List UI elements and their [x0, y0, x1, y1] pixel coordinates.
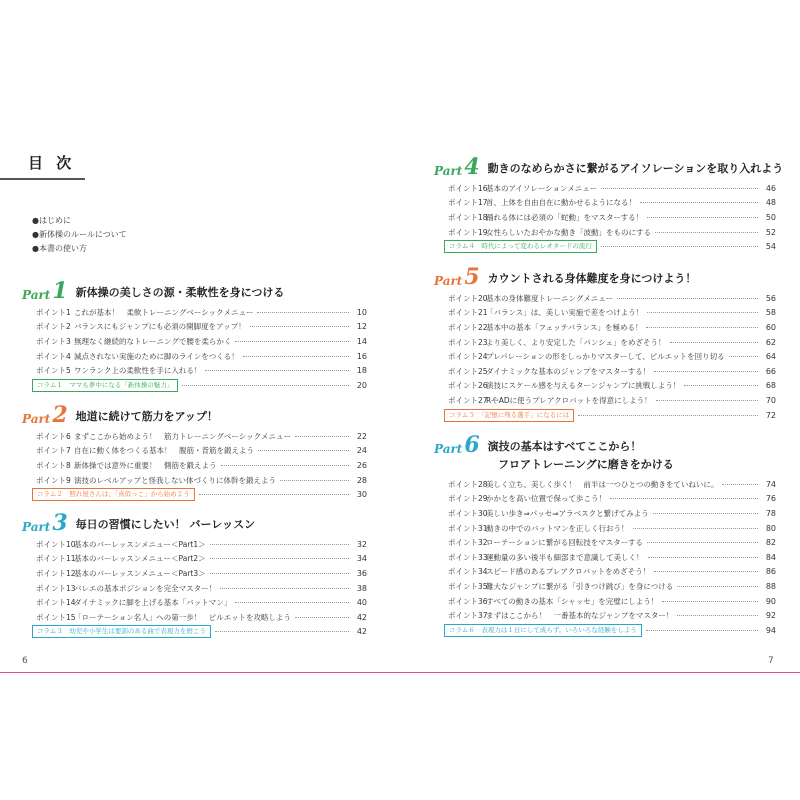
point-number: ポイント27	[448, 395, 488, 405]
part-title[interactable]: 地道に続けて筋力をアップ！	[75, 410, 218, 423]
part-section	[434, 434, 776, 638]
part-label: Part	[22, 412, 51, 426]
part-label: Part	[434, 274, 463, 288]
leader-dots	[610, 498, 758, 499]
part-label: Part	[434, 442, 463, 456]
toc-entry[interactable]	[434, 349, 776, 364]
entry-text: スピード感のあるプレアクロバットをめざそう！	[486, 567, 651, 577]
entry-list	[22, 305, 367, 393]
page-number: 58	[765, 308, 776, 318]
leader-dots	[662, 601, 758, 602]
leader-dots	[280, 480, 349, 481]
toc-entry[interactable]	[434, 335, 776, 350]
toc-entry[interactable]	[22, 363, 367, 378]
toc-entry[interactable]	[434, 521, 776, 536]
page-number: 12	[356, 322, 367, 332]
part-number: 3	[52, 510, 68, 536]
page-number: 64	[765, 352, 776, 362]
entry-text: ダイナミックに脚を上げる基本「バットマン」	[74, 598, 232, 608]
leader-dots	[221, 465, 350, 466]
point-number: ポイント30	[448, 508, 488, 518]
point-number: ポイント10	[36, 539, 76, 549]
folio-left: 6	[22, 656, 28, 666]
leader-dots	[677, 615, 758, 616]
leader-dots	[654, 571, 758, 572]
page-number: 38	[356, 583, 367, 593]
part-number: 6	[464, 432, 480, 458]
toc-title: 目 次	[28, 154, 76, 172]
leader-dots	[684, 385, 758, 386]
entry-text: かかとを高い位置で保って歩こう！	[486, 494, 606, 504]
leader-dots	[257, 312, 349, 313]
point-number: ポイント35	[448, 581, 488, 591]
part-heading	[22, 512, 367, 534]
page-number: 80	[765, 523, 776, 533]
entry-text: 基本中の基本「フェッテバランス」を極める！	[486, 322, 643, 332]
page-number: 78	[765, 508, 776, 518]
column-label: コラム２ 照れ屋さんは、「真似っこ」から始めよう	[32, 488, 195, 501]
column-entry[interactable]	[22, 378, 367, 393]
page-number: 48	[765, 198, 776, 208]
leader-dots	[295, 436, 349, 437]
page-number: 14	[356, 336, 367, 346]
toc-entry[interactable]	[434, 196, 776, 211]
toc-entry[interactable]	[434, 306, 776, 321]
part-subtitle: フロアトレーニングに磨きをかける	[498, 458, 674, 471]
entry-text: まずここから始めよう！ 筋力トレーニングベーシックメニュー	[74, 431, 291, 441]
entry-text: すべての動きの基本「シャッセ」を完璧にしよう！	[486, 596, 659, 606]
entry-text: 「ローテーション名人」への第一歩！ ピルエットを攻略しよう	[74, 612, 292, 622]
point-number: ポイント5	[36, 366, 71, 376]
entry-text: バレエの基本ポジションを完全マスター！	[74, 583, 217, 593]
page-number: 30	[356, 490, 367, 500]
point-number: ポイント37	[448, 611, 488, 621]
leader-dots	[722, 484, 758, 485]
leader-dots	[633, 528, 759, 529]
part-number: 1	[52, 278, 68, 304]
toc-entry[interactable]	[434, 506, 776, 521]
leader-dots	[182, 385, 349, 386]
leader-dots	[654, 371, 758, 372]
point-number: ポイント23	[448, 337, 488, 347]
part-label: Part	[434, 164, 463, 178]
leader-dots	[647, 312, 758, 313]
entry-list	[434, 181, 776, 254]
toc-entry[interactable]	[434, 364, 776, 379]
leader-dots	[729, 356, 758, 357]
right-page	[400, 0, 800, 800]
page-number: 84	[765, 552, 776, 562]
entry-text: 基本のバーレッスンメニュー＜Part2＞	[74, 554, 206, 564]
leader-dots	[205, 370, 349, 371]
entry-text: 動きの中でのバットマンを正しく行おう！	[486, 523, 629, 533]
entry-text: ローテーションに繋がる回転技をマスターする	[486, 538, 643, 548]
toc-entry[interactable]	[434, 579, 776, 594]
toc-entry[interactable]	[22, 305, 367, 320]
point-number: ポイント9	[36, 475, 71, 485]
toc-entry[interactable]	[434, 594, 776, 609]
column-label: コラム３ 幼児や小学生は要訓のある曲で表現力を磨こう	[32, 625, 211, 638]
page-number: 70	[765, 395, 776, 405]
toc-entry[interactable]	[22, 444, 367, 459]
part-number: 2	[52, 402, 68, 428]
leader-dots	[235, 602, 349, 603]
column-label: コラム１ ママも夢中になる「新体操の魅力」	[32, 379, 178, 392]
point-number: ポイント18	[448, 212, 488, 222]
entry-text: ダイナミックな基本のジャンプをマスターする！	[486, 366, 651, 376]
entry-text: RやADに使うプレアクロバットを得意にしよう！	[486, 395, 652, 405]
leader-dots	[250, 326, 349, 327]
part-section	[434, 266, 776, 422]
page-number: 92	[765, 611, 776, 621]
point-number: ポイント8	[36, 460, 71, 470]
leader-dots	[653, 513, 758, 514]
intro-list	[32, 214, 127, 256]
leader-dots	[655, 232, 758, 233]
leader-dots	[601, 188, 758, 189]
page-number: 16	[356, 351, 367, 361]
page-number: 10	[356, 307, 367, 317]
page-number: 60	[765, 322, 776, 332]
entry-text: より美しく、より安定した「パンシェ」をめざそう！	[486, 337, 666, 347]
part-label: Part	[22, 520, 51, 534]
page-number: 26	[356, 460, 367, 470]
part-heading	[434, 154, 784, 180]
point-number: ポイント16	[448, 183, 488, 193]
point-number: ポイント31	[448, 523, 488, 533]
title-rule	[0, 178, 85, 180]
column-entry[interactable]	[22, 487, 367, 502]
leader-dots	[646, 630, 758, 631]
page-rule-right	[400, 672, 800, 673]
point-number: ポイント4	[36, 351, 71, 361]
leader-dots	[220, 588, 349, 589]
page-number: 86	[765, 567, 776, 577]
point-number: ポイント29	[448, 494, 488, 504]
point-number: ポイント36	[448, 596, 488, 606]
folio-right: 7	[768, 656, 774, 666]
part-heading	[434, 266, 776, 288]
point-number: ポイント13	[36, 583, 76, 593]
point-number: ポイント32	[448, 538, 488, 548]
toc-entry[interactable]	[434, 477, 776, 492]
part-title[interactable]: カウントされる身体難度を身につけよう！	[487, 272, 697, 285]
page-number: 66	[765, 366, 776, 376]
leader-dots	[677, 586, 758, 587]
page-number: 76	[765, 494, 776, 504]
leader-dots	[640, 202, 758, 203]
leader-dots	[647, 542, 758, 543]
toc-entry[interactable]	[22, 595, 367, 610]
column-entry[interactable]	[22, 625, 367, 640]
entry-text: 運動量の多い後半も細部まで意識して美しく！	[486, 552, 644, 562]
point-number: ポイント2	[36, 322, 71, 332]
part-section	[22, 512, 367, 639]
toc-entry[interactable]	[434, 565, 776, 580]
leader-dots	[617, 298, 758, 299]
entry-text: 自在に動く体をつくる基本！ 腹筋・背筋を鍛えよう	[74, 446, 254, 456]
toc-entry[interactable]	[22, 473, 367, 488]
column-entry[interactable]	[434, 239, 776, 254]
entry-text: 基本のバーレッスンメニュー＜Part3＞	[74, 568, 206, 578]
toc-entry[interactable]	[22, 349, 367, 364]
point-number: ポイント7	[36, 446, 71, 456]
page-number: 52	[765, 227, 776, 237]
entry-text: 美しく立ち、美しく歩く！ 前半は一つひとつの動きをていねいに。	[486, 479, 719, 489]
leader-dots	[648, 557, 759, 558]
entry-text: 無理なく継続的なトレーニングで腰を柔らかく	[74, 336, 232, 346]
toc-entry[interactable]	[22, 552, 367, 567]
page-number: 90	[765, 596, 776, 606]
page-number: 72	[765, 410, 776, 420]
leader-dots	[656, 400, 758, 401]
entry-text: ワンランク上の柔軟性を手に入れる！	[74, 366, 202, 376]
leader-dots	[210, 558, 349, 559]
page-number: 24	[356, 446, 367, 456]
page-number: 28	[356, 475, 367, 485]
entry-list	[22, 429, 367, 502]
toc-entry[interactable]	[22, 320, 367, 335]
page-number: 22	[356, 431, 367, 441]
point-number: ポイント20	[448, 293, 488, 303]
entry-text: まずはここから！ 一番基本的なジャンプをマスター！	[486, 611, 674, 621]
leader-dots	[647, 217, 758, 218]
toc-entry[interactable]	[22, 334, 367, 349]
toc-entry[interactable]	[434, 225, 776, 240]
toc-entry[interactable]	[434, 181, 776, 196]
column-entry[interactable]	[434, 623, 776, 638]
part-number: 5	[464, 264, 480, 290]
entry-text: 基本のアイソレーションメニュー	[486, 183, 598, 193]
leader-dots	[199, 494, 349, 495]
leader-dots	[295, 617, 349, 618]
page-number: 36	[356, 568, 367, 578]
leader-dots	[258, 450, 349, 451]
part-label: Part	[22, 288, 51, 302]
entry-text: 踊れる体には必須の「蛇動」をマスターする！	[486, 212, 644, 222]
page-number: 46	[765, 183, 776, 193]
point-number: ポイント25	[448, 366, 488, 376]
page-number: 42	[356, 612, 367, 622]
part-section	[434, 154, 784, 254]
leader-dots	[646, 327, 758, 328]
page-number: 56	[765, 293, 776, 303]
part-title[interactable]: 動きのなめらかさに繋がるアイソレーションを取り入れよう	[487, 162, 784, 175]
part-title[interactable]: 演技の基本はすべてここから！	[487, 440, 642, 453]
page-number: 88	[765, 581, 776, 591]
page-number: 20	[356, 380, 367, 390]
entry-text: 首、上体を自由自在に動かせるようになる！	[486, 198, 636, 208]
leader-dots	[210, 544, 349, 545]
entry-text: 減点されない実施のために脚のラインをつくる！	[74, 351, 239, 361]
toc-entry[interactable]	[434, 608, 776, 623]
entry-text: これが基本！ 柔軟トレーニングベーシックメニュー	[74, 307, 254, 317]
entry-text: バランスにもジャンプにも必須の開脚度をアップ！	[74, 322, 246, 332]
point-number: ポイント33	[448, 552, 488, 562]
entry-text: 演技にスケール感を与えるターンジャンプに挑戦しよう！	[486, 381, 681, 391]
toc-entry[interactable]	[22, 566, 367, 581]
point-number: ポイント17	[448, 198, 488, 208]
point-number: ポイント6	[36, 431, 71, 441]
entry-text: 難大なジャンプに繋がる「引きつけ跳び」を身につける	[486, 581, 674, 591]
entry-text: 演技のレベルアップと怪我しない体づくりに体幹を鍛えよう	[74, 475, 276, 485]
leader-dots	[215, 631, 349, 632]
page-number: 54	[765, 242, 776, 252]
point-number: ポイント21	[448, 308, 488, 318]
entry-text: 美しい歩き⇒パッセ⇒アラベスクと繋げてみよう	[486, 508, 649, 518]
page-number: 18	[356, 366, 367, 376]
intro-item[interactable]: ●はじめに	[32, 216, 71, 225]
toc-entry[interactable]	[434, 535, 776, 550]
point-number: ポイント11	[36, 554, 76, 564]
page-number: 34	[356, 554, 367, 564]
intro-item[interactable]: ●本書の使い方	[32, 244, 87, 253]
column-label: コラム４ 時代によって変わるレオタードの流行	[444, 240, 597, 253]
part-number: 4	[464, 154, 480, 180]
toc-entry[interactable]	[22, 610, 367, 625]
part-heading	[22, 404, 367, 426]
page-number: 62	[765, 337, 776, 347]
toc-entry[interactable]	[434, 379, 776, 394]
toc-entry[interactable]	[434, 291, 776, 306]
leader-dots	[601, 246, 758, 247]
toc-entry[interactable]	[434, 393, 776, 408]
toc-entry[interactable]	[22, 429, 367, 444]
part-title[interactable]: 毎日の習慣にしたい！ バーレッスン	[75, 518, 256, 531]
leader-dots	[578, 415, 758, 416]
part-section	[22, 404, 367, 502]
entry-text: 新体操では意外に重要！ 側筋を鍛えよう	[74, 460, 217, 470]
entry-text: 女性らしいたおやかな動き「波動」をものにする	[486, 227, 651, 237]
part-section	[22, 280, 367, 393]
toc-entry[interactable]	[434, 492, 776, 507]
point-number: ポイント1	[36, 307, 71, 317]
toc-entry[interactable]	[22, 458, 367, 473]
point-number: ポイント26	[448, 381, 488, 391]
page-number: 50	[765, 212, 776, 222]
page-number: 40	[356, 598, 367, 608]
entry-list	[22, 537, 367, 639]
page-number: 74	[765, 479, 776, 489]
column-entry[interactable]	[434, 408, 776, 423]
point-number: ポイント3	[36, 336, 71, 346]
point-number: ポイント15	[36, 612, 76, 622]
leader-dots	[670, 342, 758, 343]
point-number: ポイント34	[448, 567, 488, 577]
column-label: コラム６ 表現力は１日にして成らず。いろいろな経験をしよう	[444, 624, 642, 637]
page-number: 82	[765, 538, 776, 548]
point-number: ポイント19	[448, 227, 488, 237]
entry-list	[434, 291, 776, 422]
part-title[interactable]: 新体操の美しさの源・柔軟性を身につける	[75, 286, 285, 299]
entry-text: 「バランス」は、美しい実施で差をつけよう！	[486, 308, 644, 318]
toc-entry[interactable]	[434, 320, 776, 335]
point-number: ポイント14	[36, 598, 76, 608]
toc-entry[interactable]	[434, 550, 776, 565]
leader-dots	[235, 341, 349, 342]
leader-dots	[210, 573, 349, 574]
entry-text: プレパレーションの形をしっかりマスターして、ピルエットを回り切る	[486, 352, 725, 362]
point-number: ポイント22	[448, 322, 488, 332]
entry-text: 基本の身体難度トレーニングメニュー	[486, 293, 614, 303]
column-label: コラム５ 「記憶に残る選手」になるには	[444, 409, 574, 422]
leader-dots	[243, 356, 349, 357]
intro-item[interactable]: ●新体操のルールについて	[32, 230, 127, 239]
toc-entry[interactable]	[434, 210, 776, 225]
page-number: 42	[356, 627, 367, 637]
point-number: ポイント24	[448, 352, 488, 362]
entry-text: 基本のバーレッスンメニュー＜Part1＞	[74, 539, 206, 549]
toc-entry[interactable]	[22, 537, 367, 552]
page-number: 68	[765, 381, 776, 391]
toc-entry[interactable]	[22, 581, 367, 596]
page-number: 94	[765, 625, 776, 635]
part-heading	[434, 434, 776, 456]
point-number: ポイント28	[448, 479, 488, 489]
part-heading	[22, 280, 367, 302]
page-number: 32	[356, 539, 367, 549]
page-rule-left	[0, 672, 400, 673]
entry-list	[434, 477, 776, 638]
point-number: ポイント12	[36, 568, 76, 578]
